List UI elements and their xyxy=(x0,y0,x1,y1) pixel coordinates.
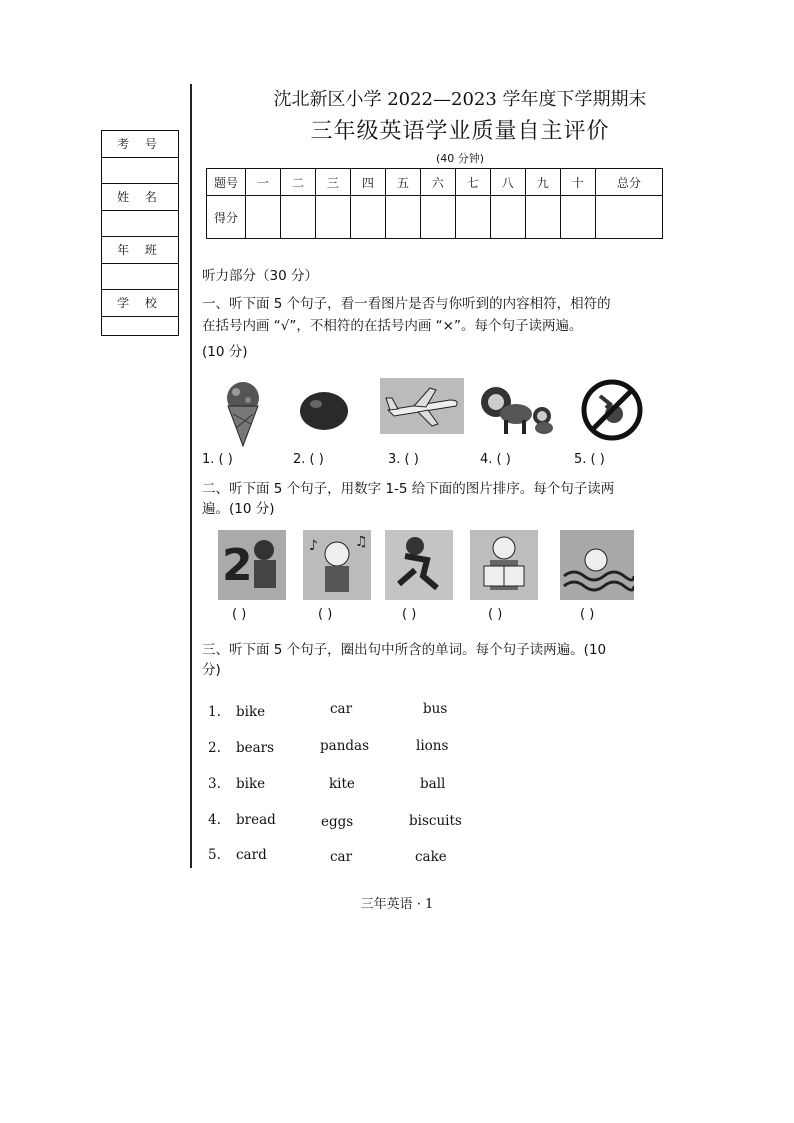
q2-instruction-line1: 二、听下面 5 个句子，用数字 1-5 给下面的图片排序。每个句子读两 xyxy=(202,481,615,497)
listening-section-title: 听力部分（30 分） xyxy=(202,268,318,284)
word-option[interactable]: eggs xyxy=(321,814,354,830)
q1-answer-4[interactable]: 4. ( ) xyxy=(480,452,511,467)
row-number: 3. xyxy=(208,776,221,792)
q2-answer-4[interactable]: ( ) xyxy=(488,607,503,622)
score-col-5: 五 xyxy=(385,169,420,196)
q1-answer-5[interactable]: 5. ( ) xyxy=(574,452,605,467)
student-info-box xyxy=(101,130,179,336)
word-option[interactable]: bike xyxy=(236,704,266,720)
class-label: 年 班 xyxy=(102,237,178,264)
boy-reading-picture xyxy=(470,530,538,600)
word-option[interactable]: kite xyxy=(329,776,355,792)
q1-points: (10 分) xyxy=(202,344,248,360)
q1-answer-1[interactable]: 1. ( ) xyxy=(202,452,233,467)
score-col-4: 四 xyxy=(350,169,385,196)
page-footer: 三年英语 · 1 xyxy=(360,897,434,912)
score-col-total: 总分 xyxy=(595,169,662,196)
boy-number-two-picture xyxy=(218,530,286,600)
score-table xyxy=(206,168,663,239)
lions-picture xyxy=(474,382,560,440)
score-cell[interactable] xyxy=(385,196,420,239)
row-number: 1. xyxy=(208,704,221,720)
boy-skating-picture xyxy=(385,530,453,600)
word-option[interactable]: lions xyxy=(416,738,449,754)
score-col-7: 七 xyxy=(455,169,490,196)
lemon-picture xyxy=(298,390,350,432)
svg-text:♫: ♫ xyxy=(355,534,368,550)
q2-answer-2[interactable]: ( ) xyxy=(318,607,333,622)
score-cell[interactable] xyxy=(280,196,315,239)
score-col-1: 一 xyxy=(246,169,281,196)
score-col-6: 六 xyxy=(420,169,455,196)
exam-number-field[interactable] xyxy=(102,158,178,185)
boy-singing-picture xyxy=(303,530,371,600)
q1-instruction-line2: 在括号内画 “√”，不相符的在括号内画 “×”。每个句子读两遍。 xyxy=(202,318,583,334)
word-option[interactable]: biscuits xyxy=(409,813,462,829)
word-option[interactable]: car xyxy=(330,849,353,865)
name-label: 姓 名 xyxy=(102,184,178,211)
score-cell[interactable] xyxy=(525,196,560,239)
score-col-10: 十 xyxy=(560,169,595,196)
word-option[interactable]: bus xyxy=(423,701,448,717)
score-cell[interactable] xyxy=(315,196,350,239)
score-cell[interactable] xyxy=(455,196,490,239)
q2-answer-5[interactable]: ( ) xyxy=(580,607,595,622)
svg-text:2: 2 xyxy=(222,540,253,591)
name-field[interactable] xyxy=(102,211,178,238)
word-option[interactable]: bike xyxy=(236,776,266,792)
q2-instruction-line2: 遍。(10 分) xyxy=(202,501,275,517)
q3-row-1 xyxy=(208,701,668,728)
word-option[interactable]: bread xyxy=(236,812,276,828)
score-col-9: 九 xyxy=(525,169,560,196)
word-option[interactable]: car xyxy=(330,701,353,717)
word-option[interactable]: bears xyxy=(236,740,275,756)
svg-text:♪: ♪ xyxy=(309,538,318,554)
score-cell[interactable] xyxy=(560,196,595,239)
q3-instruction-line2: 分) xyxy=(202,662,221,678)
score-cell[interactable] xyxy=(350,196,385,239)
class-field[interactable] xyxy=(102,264,178,291)
score-cell[interactable] xyxy=(420,196,455,239)
score-col-3: 三 xyxy=(315,169,350,196)
binding-line xyxy=(190,84,192,868)
word-option[interactable]: card xyxy=(236,847,267,863)
q1-answer-3[interactable]: 3. ( ) xyxy=(388,452,419,467)
q1-instruction-line1: 一、听下面 5 个句子，看一看图片是否与你听到的内容相符，相符的 xyxy=(202,296,611,312)
q3-row-2 xyxy=(208,740,668,764)
q3-row-3 xyxy=(208,776,668,800)
row-number: 4. xyxy=(208,812,221,828)
no-ball-sign-picture xyxy=(580,378,644,442)
row-number: 5. xyxy=(208,847,221,863)
score-row-label: 得分 xyxy=(207,196,246,239)
school-label: 学 校 xyxy=(102,290,178,317)
exam-number-label: 考 号 xyxy=(102,131,178,158)
school-field[interactable] xyxy=(102,317,178,343)
exam-duration: (40 分钟) xyxy=(435,152,485,165)
word-option[interactable]: cake xyxy=(415,849,447,865)
q2-answer-3[interactable]: ( ) xyxy=(402,607,417,622)
row-number: 2. xyxy=(208,740,221,756)
q2-answer-1[interactable]: ( ) xyxy=(232,607,247,622)
school-line: 沈北新区小学 2022—2023 学年度下学期期末 xyxy=(273,89,647,110)
exam-title: 三年级英语学业质量自主评价 xyxy=(310,119,610,144)
word-option[interactable]: pandas xyxy=(320,738,370,754)
score-cell[interactable] xyxy=(490,196,525,239)
word-option[interactable]: ball xyxy=(420,776,446,792)
score-col-8: 八 xyxy=(490,169,525,196)
question-number-label: 题号 xyxy=(207,169,246,196)
score-col-2: 二 xyxy=(280,169,315,196)
score-cell[interactable] xyxy=(595,196,662,239)
boy-swimming-picture xyxy=(560,530,634,600)
q3-instruction-line1: 三、听下面 5 个句子，圈出句中所含的单词。每个句子读两遍。(10 xyxy=(202,642,607,658)
q3-row-5 xyxy=(208,847,668,871)
score-cell[interactable] xyxy=(246,196,281,239)
plane-picture xyxy=(380,378,464,434)
q1-answer-2[interactable]: 2. ( ) xyxy=(293,452,324,467)
ice-cream-picture xyxy=(218,378,268,448)
q3-row-4 xyxy=(208,812,668,836)
